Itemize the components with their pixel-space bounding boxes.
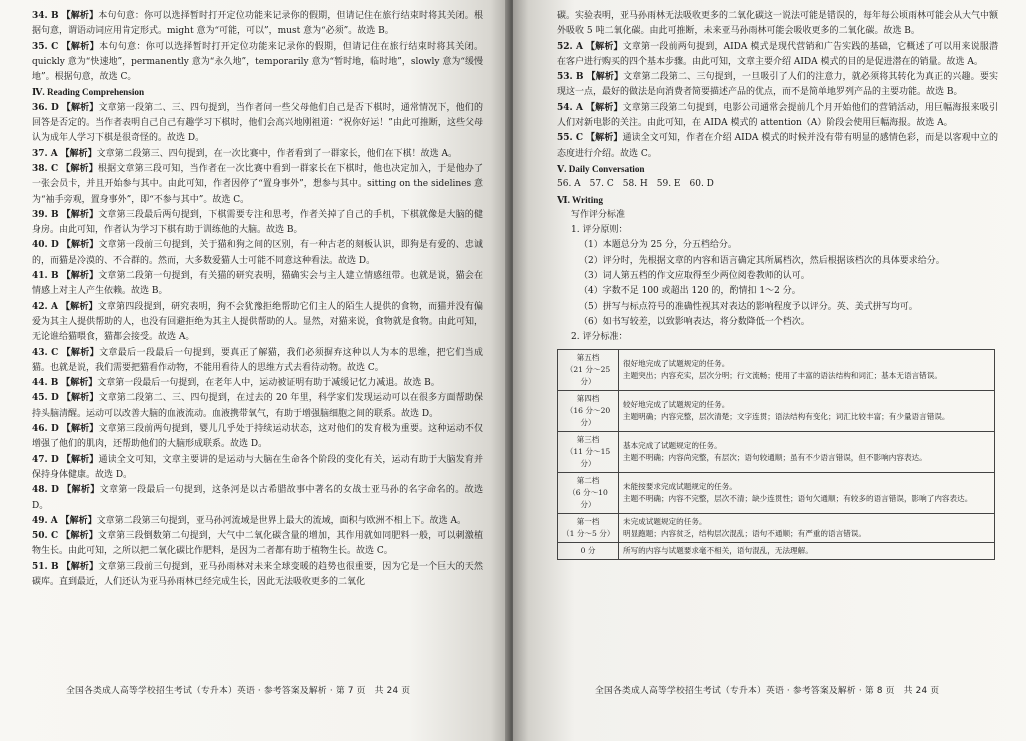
criteria-level <box>558 472 619 513</box>
analysis-tag: 【解析】 <box>61 209 99 220</box>
analysis-tag: 【解析】 <box>61 424 99 435</box>
right-page-content <box>557 9 998 346</box>
answer-number: 44. B <box>32 378 59 389</box>
answer-item <box>557 101 998 132</box>
section-heading: Ⅵ. Writing <box>557 194 603 205</box>
answer-number: 43. C <box>32 347 59 358</box>
analysis-tag: 【解析】 <box>61 393 99 404</box>
answer-item <box>32 9 483 40</box>
answer-item <box>32 514 483 529</box>
answer-item <box>32 560 483 591</box>
criteria-line: 未能按要求完成试题规定的任务。 <box>623 481 737 491</box>
answer-explanation: 通读全文可知，作者在介绍 AIDA 模式的时候并没有带有明显的感情色彩，而是以客观中立的态度进行介绍。故选 C。 <box>557 133 998 159</box>
answer-number: 53. B <box>557 72 584 83</box>
left-page-content <box>32 9 483 590</box>
section-heading: Ⅴ. Daily Conversation <box>557 163 645 174</box>
answer-number: 35. C <box>32 41 59 52</box>
answer-explanation: 文章第一段前三句提到，关于猫和狗之间的区别，有一种古老的刻板认识，即狗是有爱的、忠诚的，而猫是冷漠的、不合群的。然而，大多数爱猫人士可能不同意这种看法。故选 D。 <box>32 240 483 266</box>
answer-item <box>557 40 998 71</box>
analysis-tag: 【解析】 <box>62 485 100 496</box>
answer-number: 46. D <box>32 424 59 435</box>
answer-item <box>32 391 483 422</box>
right-page <box>513 0 1026 741</box>
analysis-tag: 【解析】 <box>61 240 99 251</box>
answer-item <box>32 346 483 377</box>
answer-explanation: 文章第三段前两句提到，婴儿几乎处于持续运动状态，这对他们的发育极为重要。这种运动不仅增强了他们的肌肉，还帮助他们的大脑形成联系。故选 D。 <box>32 424 483 450</box>
analysis-tag: 【解析】 <box>61 271 99 282</box>
criteria-description <box>619 431 995 472</box>
answer-number: 34. B <box>32 11 59 21</box>
answer-explanation: 文章第三段第二句提到，电影公司通常会提前几个月开始他们的营销活动，用巨幅海报来吸引人们对新电影的关注。由此可知，在 AIDA 模式的 attention（A）阶段会使用巨幅海报。故选 A。 <box>557 102 998 129</box>
answer-explanation: 文章第二段第三、四句提到，在一次比赛中，作者看到了一群家长，他们在下棋！故选 A。 <box>96 148 458 159</box>
answer-number: 45. D <box>32 393 59 404</box>
criteria-rule: （4）字数不足 100 或超出 120 的，酌情扣 1～2 分。 <box>579 286 801 297</box>
answer-item <box>32 147 483 162</box>
analysis-tag: 【解析】 <box>60 515 97 526</box>
answer-number: 36. D <box>32 102 59 113</box>
answer-item <box>32 422 483 453</box>
criteria-line: 基本完成了试题规定的任务。 <box>623 440 722 450</box>
criteria-rule: （6）如书写较差，以致影响表达，将分数降低一个档次。 <box>579 316 810 327</box>
answer-number: 55. C <box>557 133 584 144</box>
criteria-description <box>619 390 995 431</box>
analysis-tag: 【解析】 <box>61 301 98 312</box>
scoring-criteria-table <box>557 349 995 560</box>
level-score-range: （1 分～5 分） <box>562 528 615 538</box>
answer-item <box>32 483 483 514</box>
analysis-tag: 【解析】 <box>61 347 100 358</box>
level-score-range: （16 分～20 分） <box>565 405 611 427</box>
answer-explanation: 文章第一段前两句提到，AIDA 模式是现代营销和广告实践的基础，它概述了可以用来说服潜在客户进行购买的四个基本步骤。由此可知，文章主要介绍 AIDA 模式的目的是促进潜在的销量。故选 A。 <box>557 41 998 67</box>
answer-item <box>557 70 998 101</box>
answer-explanation: 本句句意：你可以选择暂时打开定位功能来记录你的假期，但请记住在旅行结束时将其关闭。根据句意，谓语动词应用肯定形式。might 意为“可能，可以”，must 意为“必须”。故选 B。 <box>32 11 483 37</box>
criteria-rule: （5）拼写与标点符号的准确性视其对表达的影响程度予以评分。英、美式拼写均可。 <box>579 301 918 312</box>
answer-explanation: 文章第二段第三句提到，亚马孙河流域是世界上最大的流域，面积与欧洲不相上下。故选 A。 <box>96 515 467 526</box>
level-name: 第五档 <box>576 352 600 362</box>
criteria-line: 所写的内容与试题要求毫不相关，语句混乱，无法理解。 <box>623 545 813 555</box>
level-score-range: （21 分～25 分） <box>565 364 611 386</box>
criteria-line: 主题不明确；内容不完整，层次不清；缺少连贯性；语句欠通顺；有较多的语言错误，影响了内容表达。 <box>623 493 973 503</box>
criteria-description <box>619 513 995 542</box>
answer-number: 54. A <box>557 102 583 113</box>
criteria-description <box>619 472 995 513</box>
answer-explanation: 根据文章第三段可知，当作者在一次比赛中看到一群家长在下棋时，他也决定加入，于是他办了一张会员卡，并且开始参与其中。由此可知，作者因停了“置身事外”，想参与其中。sitting on the sidelines 意为“袖手旁观，置身事外”，即“不参与其中”。故选 C。 <box>32 163 483 205</box>
analysis-tag: 【解析】 <box>61 11 99 21</box>
criteria-level <box>558 349 619 390</box>
criteria-heading: 2. 评分标准： <box>571 332 628 343</box>
criteria-level <box>558 513 619 542</box>
criteria-level <box>558 542 619 559</box>
analysis-tag: 【解析】 <box>61 454 99 465</box>
level-score-range: （11 分～15 分） <box>565 446 611 468</box>
answer-number: 40. D <box>32 240 59 251</box>
left-page <box>0 0 511 741</box>
criteria-line: 较好地完成了试题规定的任务。 <box>623 399 730 409</box>
criteria-rule: （2）评分时，先根据文章的内容和语言确定其所属档次，然后根据该档次的具体要求给分。 <box>579 255 945 266</box>
criteria-line: 主题明确；内容完整，层次清楚；文字连贯；语法结构有变化；词汇比较丰富；有少量语言错误。 <box>623 411 950 421</box>
level-name: 0 分 <box>580 545 596 555</box>
answer-item <box>32 453 483 484</box>
answer-item <box>557 131 998 162</box>
answer-number: 39. B <box>32 209 59 220</box>
answer-explanation: 文章第三段前三句提到，亚马孙雨林对未来全球变暖的趋势也很重要，因为它是一个巨大的天然碳库。直到最近，人们还认为亚马孙雨林已经完成生长，因此无法吸收更多的二氧化 <box>32 561 483 587</box>
criteria-description <box>619 349 995 390</box>
answer-explanation: 文章第一段最后一句提到，在老年人中，运动被证明有助于减缓记忆力减退。故选 B。 <box>97 378 440 389</box>
criteria-row <box>558 349 995 390</box>
answer-explanation: 文章第三段倒数第二句提到，大气中二氧化碳含量的增加，其作用就如同肥料一般，可以刺激植物生长。由此可知，之所以把二氧化碳比作肥料，是因为二者都有助于植物生长。故选 C。 <box>32 531 483 557</box>
answer-item <box>32 40 483 86</box>
answer-item <box>32 529 483 560</box>
answer-explanation: 文章第一段最后一句提到，这条河是以古希腊故事中著名的女战士亚马孙的名字命名的。故选 D。 <box>32 485 483 511</box>
level-name: 第四档 <box>576 393 600 403</box>
analysis-tag: 【解析】 <box>61 378 98 389</box>
criteria-line: 主题突出；内容充实，层次分明；行文流畅；使用了丰富的语法结构和词汇；基本无语言错误。 <box>623 370 942 380</box>
analysis-tag: 【解析】 <box>60 148 97 159</box>
answer-explanation: 文章第一段第二、三、四句提到，当作者问一些父母他们自己是否下棋时，通常情况下，他们的回答是否定的。当作者表明自己自己有趣学习下棋时，他们会高兴地刚祖道：“祝你好运！”由此可推断，这些父母认为成年人学习下棋是很奇怪的。故选 D。 <box>32 102 483 144</box>
criteria-row <box>558 542 995 559</box>
criteria-row <box>558 390 995 431</box>
criteria-heading: 1. 评分原则： <box>571 225 628 236</box>
answer-item <box>32 162 483 208</box>
criteria-level <box>558 390 619 431</box>
right-page-footer: 全国各类成人高等学校招生考试（专升本）英语 · 参考答案及解析 · 第 8 页 共 24 页 <box>595 686 940 696</box>
criteria-line: 未完成试题规定的任务。 <box>623 516 707 526</box>
level-score-range: （6 分～10 分） <box>568 487 608 509</box>
analysis-tag: 【解析】 <box>586 133 623 144</box>
answer-explanation: 文章第二段第二、三句提到，一旦吸引了人们的注意力，就必须将其转化为真正的兴趣。要实现这一点，最好的做法是向消费者简要描述产品的优点，而不是简单地罗列产品的主要功能。故选 B。 <box>557 72 998 98</box>
analysis-tag: 【解析】 <box>61 163 98 174</box>
answer-number: 38. C <box>32 163 59 174</box>
left-page-footer: 全国各类成人高等学校招生考试（专升本）英语 · 参考答案及解析 · 第 7 页 共 24 页 <box>66 686 411 696</box>
criteria-line: 明显跑题；内容贫乏，结构层次混乱；语句不通顺；有严重的语言错误。 <box>623 528 866 538</box>
answer-explanation: 文章第三段最后两句提到，下棋需要专注和思考，作者关掉了自己的手机，下棋就像是大脑的健身房。由此可知，作者认为学习下棋有助于训练他的大脑。故选 B。 <box>32 209 483 236</box>
analysis-tag: 【解析】 <box>61 531 98 542</box>
answer-number: 47. D <box>32 454 59 465</box>
criteria-level <box>558 431 619 472</box>
criteria-row <box>558 431 995 472</box>
analysis-tag: 【解析】 <box>585 102 623 113</box>
answer-explanation: 文章最后一段最后一句提到，要真正了解猫，我们必须摒弃这种以人为本的思维，把它们当成猫。也就是说，我们需要把猫看作动物，不能用看待人的思维方式去看待动物。故选 C。 <box>32 347 483 373</box>
answer-item <box>32 101 483 147</box>
answer-number: 51. B <box>32 561 59 572</box>
answer-number: 48. D <box>32 485 59 496</box>
criteria-line: 主题不明确；内容尚完整，有层次；语句较通顺；虽有不少语言错误，但不影响内容表达。 <box>623 452 927 462</box>
criteria-heading: 写作评分标准 <box>571 209 626 220</box>
criteria-rule: （1）本题总分为 25 分，分五档给分。 <box>579 240 737 251</box>
analysis-tag: 【解析】 <box>61 41 100 52</box>
answer-item <box>32 300 483 346</box>
criteria-row <box>558 513 995 542</box>
answer-explanation: 文章第四段提到，研究表明，狗不会犹豫拒绝帮助它们主人的陌生人提供的食物，而猫并没有偏爱为其主人提供帮助的人，也没有回避拒绝为其主人提供帮助的人。显然，对猫来说，食物就是食物。由此可知，无论谁给猫喂食，猫都会接受。故选 A。 <box>32 301 483 343</box>
analysis-tag: 【解析】 <box>586 72 624 83</box>
analysis-tag: 【解析】 <box>61 102 99 113</box>
answer-explanation: 文章第二段第二、三、四句提到，在过去的 20 年里，科学家们发现运动可以在很多方面帮助保持头脑清醒。运动可以改善大脑的血液流动。血液携带氧气，有助于增强脑细胞之间的联系。故选 D。 <box>32 393 483 419</box>
criteria-description <box>619 542 995 559</box>
level-name: 第二档 <box>576 475 600 485</box>
answer-number: 37. A <box>32 148 58 159</box>
answer-number: 41. B <box>32 271 59 282</box>
answer-number: 49. A <box>32 515 58 526</box>
section-heading: Ⅳ. Reading Comprehension <box>32 87 145 98</box>
answer-number: 50. C <box>32 531 59 542</box>
analysis-tag: 【解析】 <box>61 561 99 572</box>
criteria-row <box>558 472 995 513</box>
answer-item <box>32 269 483 300</box>
answer-explanation: 通读全文可知，文章主要讲的是运动与大脑在生命各个阶段的变化有关，运动有助于大脑发育并保持身体健康。故选 D。 <box>32 454 483 480</box>
answer-number: 42. A <box>32 301 58 312</box>
answer-item <box>32 376 483 391</box>
answer-explanation: 文章第二段第一句提到，有关猫的研究表明，猫确实会与主人建立情感纽带。也就是说，猫会在情感上对主人产生依赖。故选 B。 <box>32 271 483 297</box>
criteria-line: 很好地完成了试题规定的任务。 <box>623 358 730 368</box>
answer-explanation: 本句句意：你可以选择暂时打开定位功能来记录你的假期，但请记住在旅行结束时将其关闭。quickly 意为“快速地”，permanently 意为“永久地”，temporarily 意为“暂时地，临时地”，slowly 意为“缓慢地”。根据句意，故选 C。 <box>32 41 483 83</box>
continued-text: 碳。实验表明，亚马孙雨林无法吸收更多的二氧化碳这一说法可能是错误的，每年每公顷雨林可能会从大气中额外吸收 5 吨二氧化碳。由此可推断，未来亚马孙雨林可能会吸收更多的二氧化碳。故选 B。 <box>557 11 999 37</box>
level-name: 第三档 <box>576 434 600 444</box>
answer-key-line: 56. A 57. C 58. H 59. E 60. D <box>557 179 714 190</box>
answer-item <box>32 238 483 269</box>
level-name: 第一档 <box>576 516 600 526</box>
analysis-tag: 【解析】 <box>586 41 623 52</box>
answer-item <box>32 208 483 239</box>
criteria-rule: （3）词人第五档的作文应取得至少两位阅卷教师的认可。 <box>579 271 810 282</box>
answer-number: 52. A <box>557 41 583 52</box>
